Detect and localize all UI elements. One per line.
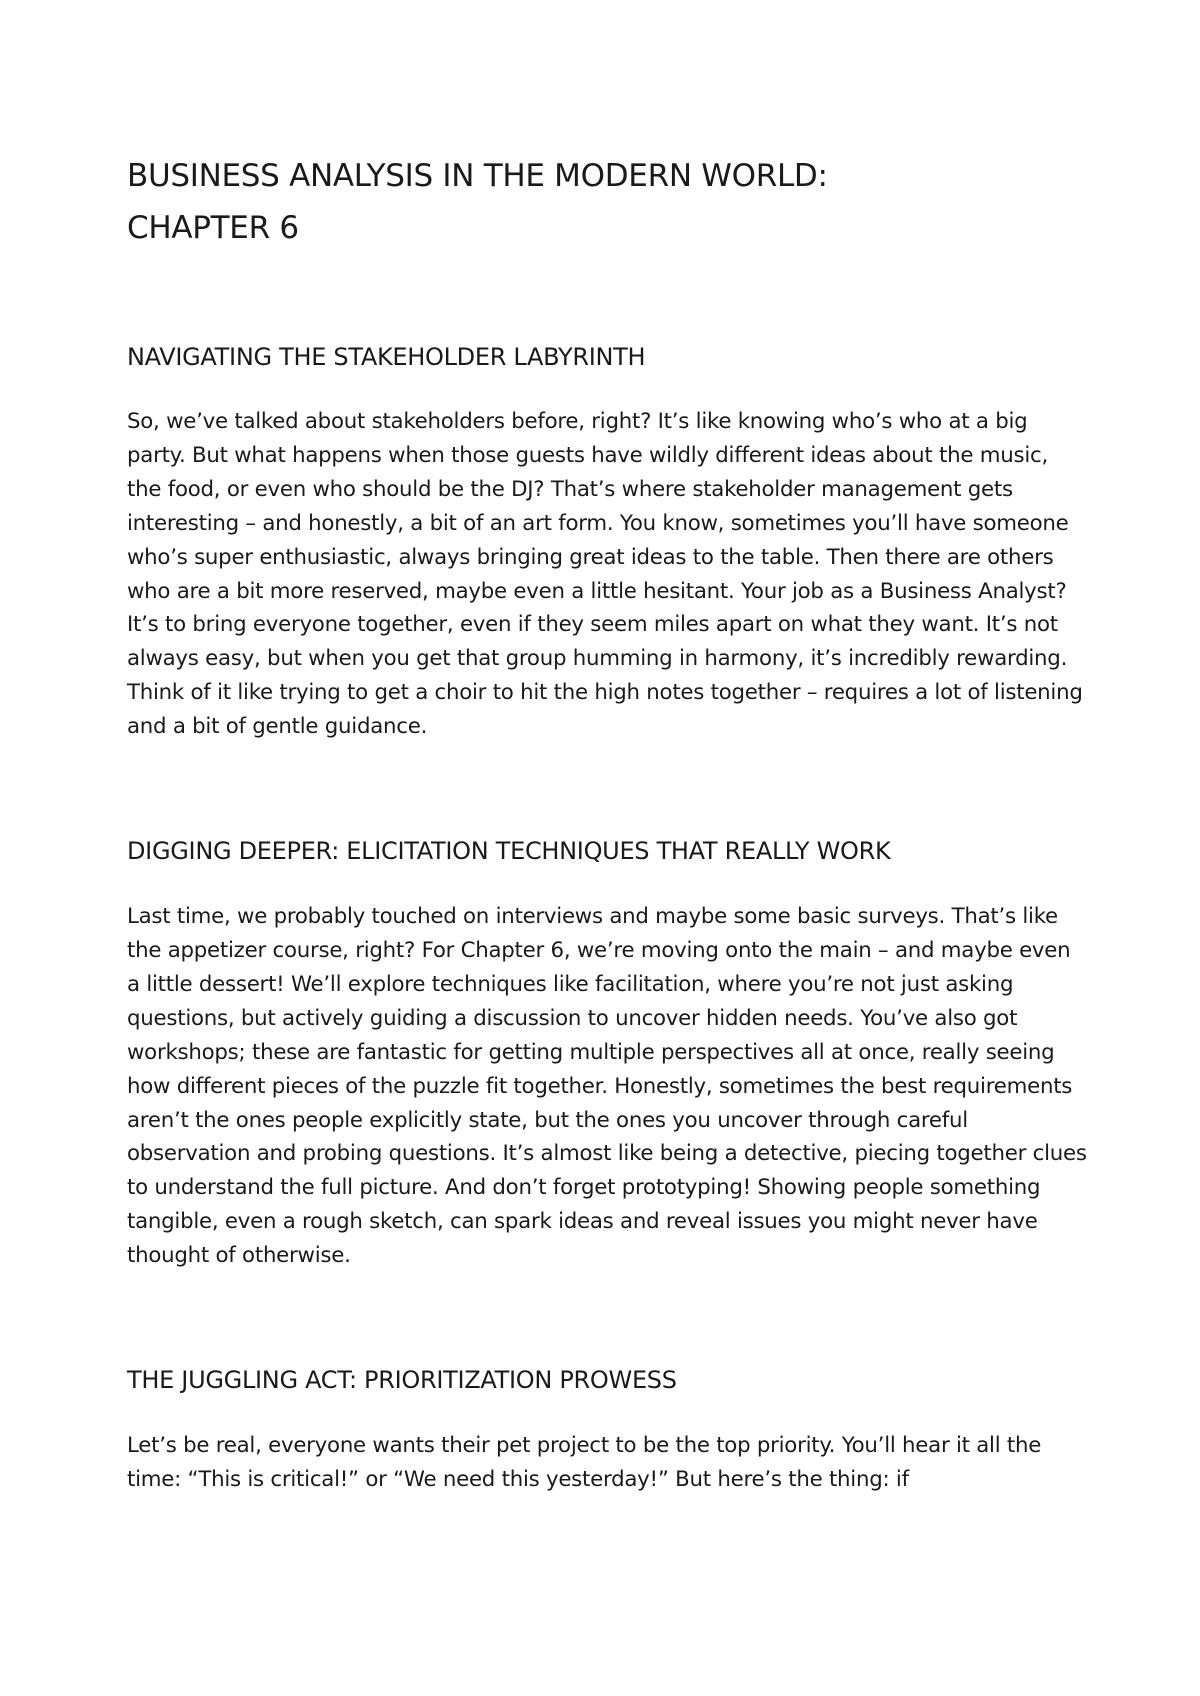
section-heading: NAVIGATING THE STAKEHOLDER LABYRINTH [127, 343, 646, 371]
section-stakeholder-labyrinth [127, 340, 1087, 744]
document-page [127, 150, 1087, 1497]
section-heading: DIGGING DEEPER: ELICITATION TECHNIQUES THAT REALLY WORK [127, 837, 891, 866]
document-title [127, 150, 1087, 254]
section-body: Let’s be real, everyone wants their pet project to be the top priority. You’ll hear it all the time: “This is critical!” or “We need this yesterday!” But here’s the thing: if [127, 1433, 1042, 1492]
section-elicitation-techniques [127, 834, 1087, 1273]
section-body: Last time, we probably touched on interviews and maybe some basic surveys. That’s like the appetizer course, right? For Chapter 6, we’re moving onto the main – and maybe even a little dessert! We’ll explore techniques like facilitation, where you’re not just asking questions, but actively guiding a discussion to uncover hidden needs. You’ve also got workshops; these are fantastic for getting multiple perspectives all at once, really seeing how different pieces of the puzzle fit together. Honestly, sometimes the best requirements aren’t the ones people explicitly state, but the ones you uncover through careful observation and probing questions. It’s almost like being a detective, piecing together clues to understand the full picture. And don’t forget prototyping! Showing people something tangible, even a rough sketch, can spark ideas and reveal issues you might never have thought of otherwise. [127, 904, 1087, 1269]
section-prioritization-prowess [127, 1363, 1087, 1497]
title-line-2: CHAPTER 6 [127, 210, 299, 246]
section-body: So, we’ve talked about stakeholders before, right? It’s like knowing who’s who at a big party. But what happens when those guests have wildly different ideas about the music, the food, or even who should be the DJ? That’s where stakeholder management gets interesting – and honestly, a bit of an art form. You know, sometimes you’ll have someone who’s super enthusiastic, always bringing great ideas to the table. Then there are others who are a bit more reserved, maybe even a little hesitant. Your job as a Business Analyst? It’s to bring everyone together, even if they seem miles apart on what they want. It’s not always easy, but when you get that group humming in harmony, it’s incredibly rewarding. Think of it like trying to get a choir to hit the high notes together – requires a lot of listening and a bit of gentle guidance. [127, 409, 1083, 740]
title-line-1: BUSINESS ANALYSIS IN THE MODERN WORLD: [127, 158, 828, 194]
section-heading: THE JUGGLING ACT: PRIORITIZATION PROWESS [127, 1366, 677, 1395]
